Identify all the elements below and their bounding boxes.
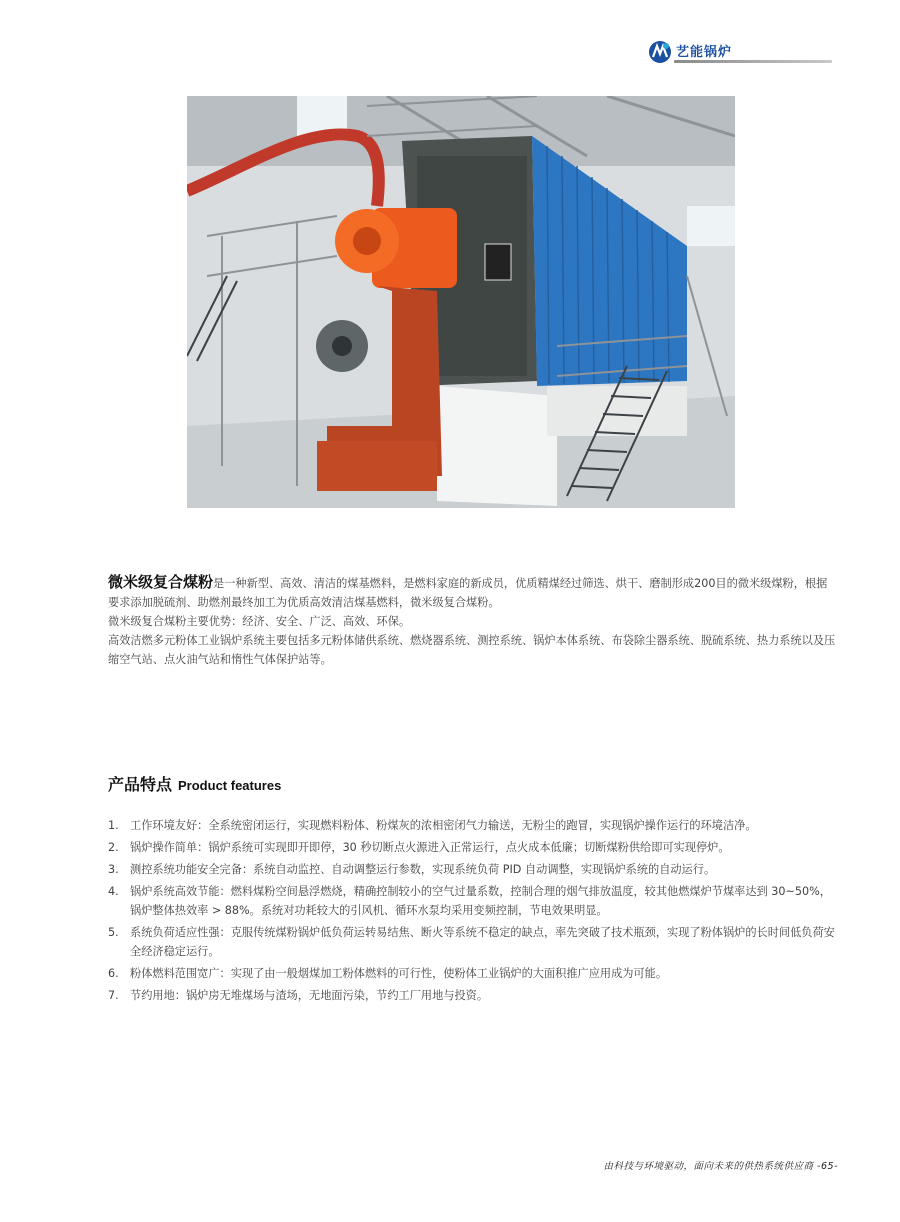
features-list [108, 816, 838, 1008]
feature-number: 5. [108, 926, 119, 939]
feature-text: 锅炉系统高效节能：燃料煤粉空间悬浮燃烧，精确控制较小的空气过量系数，控制合理的烟气排放温度，较其他燃煤炉节煤率达到 30~50%，锅炉整体热效率 > 88%。系统对功耗较大的引风机、循环水泵均采用变频控制，节电效果明显。 [130, 885, 831, 917]
feature-text: 粉体燃料范围宽广：实现了由一般烟煤加工粉体燃料的可行性，使粉体工业锅炉的大面积推广应用成为可能。 [130, 967, 668, 980]
advantages-paragraph: 微米级复合煤粉主要优势：经济、安全、广泛、高效、环保。 [108, 615, 411, 628]
feature-item [108, 860, 838, 879]
feature-item [108, 986, 838, 1005]
industrial-boiler-photo [187, 96, 735, 508]
feature-number: 2. [108, 841, 119, 854]
feature-item [108, 964, 838, 983]
feature-text: 系统负荷适应性强：克服传统煤粉锅炉低负荷运转易结焦、断火等系统不稳定的缺点，率先突破了技术瓶颈，实现了粉体锅炉的长时间低负荷安全经济稳定运行。 [130, 926, 835, 958]
feature-number: 4. [108, 885, 119, 898]
feature-number: 7. [108, 989, 119, 1002]
feature-number: 1. [108, 819, 119, 832]
lead-text: 是一种新型、高效、清洁的煤基燃料，是燃料家庭的新成员，优质精煤经过筛选、烘干、磨制形成200目的微米级煤粉，根据要求添加脱硫剂、助燃剂最终加工为优质高效清洁煤基燃料，微米级复合煤粉。 [108, 577, 828, 609]
section-title [108, 772, 281, 795]
feature-number: 6. [108, 967, 119, 980]
system-paragraph: 高效洁燃多元粉体工业锅炉系统主要包括多元粉体储供系统、燃烧器系统、测控系统、锅炉本体系统、布袋除尘器系统、脱硫系统、热力系统以及压缩空气站、点火油气站和惰性气体保护站等。 [108, 634, 836, 666]
feature-item [108, 923, 838, 961]
feature-item [108, 816, 838, 835]
feature-text: 锅炉操作简单：锅炉系统可实现即开即停，30 秒切断点火源进入正常运行，点火成本低廉；切断煤粉供给即可实现停炉。 [130, 841, 730, 854]
brand-logo-icon [648, 40, 672, 64]
feature-item [108, 882, 838, 920]
intro-paragraph [108, 573, 838, 612]
feature-text: 测控系统功能安全完备：系统自动监控、自动调整运行参数，实现系统负荷 PID 自动调整，实现锅炉系统的自动运行。 [130, 863, 716, 876]
lead-term: 微米级复合煤粉 [108, 573, 214, 591]
page-header [648, 38, 833, 68]
section-title-cn: 产品特点 [108, 775, 173, 794]
feature-text: 节约用地：锅炉房无堆煤场与渣场，无地面污染，节约工厂用地与投资。 [130, 989, 489, 1002]
feature-item [108, 838, 838, 857]
section-title-en: Product features [178, 778, 282, 793]
header-divider [674, 60, 832, 63]
feature-number: 3. [108, 863, 119, 876]
brand-name: 艺能锅炉 [676, 45, 733, 60]
intro-text [108, 573, 838, 669]
boiler-photo [187, 96, 735, 508]
page-footer: 由科技与环境驱动，面向未来的供热系统供应商 -65- [603, 1161, 838, 1172]
feature-text: 工作环境友好：全系统密闭运行，实现燃料粉体、粉煤灰的浓相密闭气力输送，无粉尘的跑冒，实现锅炉操作运行的环境洁净。 [130, 819, 757, 832]
